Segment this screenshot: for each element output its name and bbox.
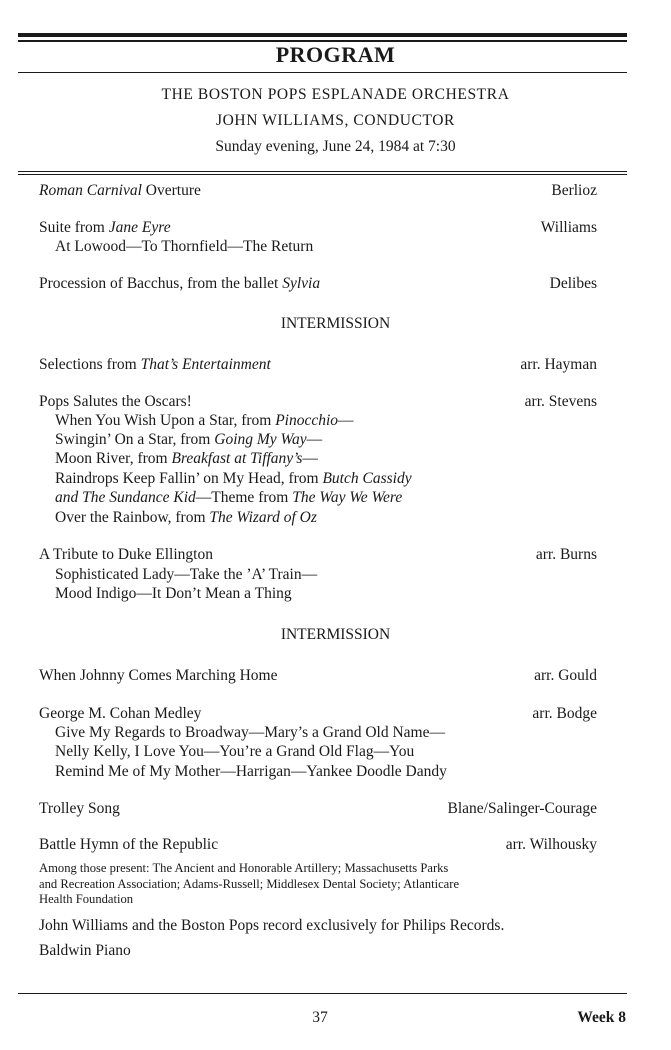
medley-line: Remind Me of My Mother—Harrigan—Yankee Doodle Dandy bbox=[55, 763, 447, 780]
medley-line: Nelly Kelly, I Love You—You’re a Grand Old Flag—You bbox=[55, 743, 415, 760]
records-note: John Williams and the Boston Pops record exclusively for Philips Records. bbox=[39, 917, 505, 934]
piece-movements: At Lowood—To Thornfield—The Return bbox=[55, 238, 314, 255]
medley-line: Sophisticated Lady—Take the ’A’ Train— bbox=[55, 566, 318, 583]
medley-line: Mood Indigo—It Don’t Mean a Thing bbox=[55, 585, 292, 602]
footer-rule bbox=[18, 993, 627, 994]
piece-title: Procession of Bacchus, from the ballet Sylvia bbox=[39, 275, 321, 292]
piece-title: Pops Salutes the Oscars! bbox=[39, 393, 192, 410]
piece-title: When Johnny Comes Marching Home bbox=[39, 667, 278, 684]
attendance-note: and Recreation Association; Adams-Russell; Middlesex Dental Society; Atlanticare bbox=[39, 877, 460, 891]
piece-title: George M. Cohan Medley bbox=[39, 705, 202, 722]
medley-line: Raindrops Keep Fallin’ on My Head, from Butch Cassidy bbox=[55, 470, 412, 487]
concert-date: Sunday evening, June 24, 1984 at 7:30 bbox=[215, 138, 456, 155]
piece-composer: arr. Gould bbox=[534, 667, 597, 684]
medley-line: Swingin’ On a Star, from Going My Way— bbox=[55, 431, 323, 448]
piece-composer: arr. Burns bbox=[535, 546, 597, 563]
page-number: 37 bbox=[312, 1009, 328, 1026]
piece-composer: arr. Bodge bbox=[532, 705, 597, 722]
header-rule-2 bbox=[18, 174, 627, 175]
medley-line: When You Wish Upon a Star, from Pinocchio— bbox=[55, 412, 354, 429]
week-label: Week 8 bbox=[577, 1009, 626, 1026]
intermission-label: INTERMISSION bbox=[280, 315, 391, 332]
piece-title: A Tribute to Duke Ellington bbox=[39, 546, 213, 563]
medley-line: Moon River, from Breakfast at Tiffany’s— bbox=[55, 450, 318, 467]
page-title: PROGRAM bbox=[275, 42, 396, 67]
piece-composer: arr. Hayman bbox=[520, 356, 597, 373]
orchestra-name: THE BOSTON POPS ESPLANADE ORCHESTRA bbox=[161, 86, 510, 103]
piece-composer: Berlioz bbox=[551, 182, 597, 199]
piece-composer: Delibes bbox=[549, 275, 597, 292]
top-rule-thick bbox=[18, 33, 627, 37]
piece-title: Battle Hymn of the Republic bbox=[39, 836, 219, 853]
conductor-name: JOHN WILLIAMS, CONDUCTOR bbox=[215, 112, 455, 129]
piece-title: Suite from Jane Eyre bbox=[39, 219, 171, 236]
medley-line: Give My Regards to Broadway—Mary’s a Grand Old Name— bbox=[55, 724, 445, 741]
piece-composer: Williams bbox=[540, 219, 597, 236]
attendance-note: Among those present: The Ancient and Honorable Artillery; Massachusetts Parks bbox=[39, 861, 449, 875]
piece-title: Roman Carnival Overture bbox=[39, 182, 201, 199]
intermission-label: INTERMISSION bbox=[280, 626, 391, 643]
piece-composer: arr. Wilhousky bbox=[505, 836, 597, 853]
medley-line: and The Sundance Kid—Theme from The Way We Were bbox=[55, 489, 403, 506]
piece-composer: arr. Stevens bbox=[524, 393, 597, 410]
attendance-note: Health Foundation bbox=[39, 892, 134, 906]
medley-line: Over the Rainbow, from The Wizard of Oz bbox=[55, 509, 317, 526]
header-rule-1 bbox=[18, 171, 627, 172]
piece-title: Trolley Song bbox=[39, 800, 120, 817]
piece-title: Selections from That’s Entertainment bbox=[39, 356, 271, 373]
piece-composer: Blane/Salinger-Courage bbox=[447, 800, 597, 817]
piano-note: Baldwin Piano bbox=[39, 942, 131, 959]
title-rule bbox=[18, 72, 627, 73]
